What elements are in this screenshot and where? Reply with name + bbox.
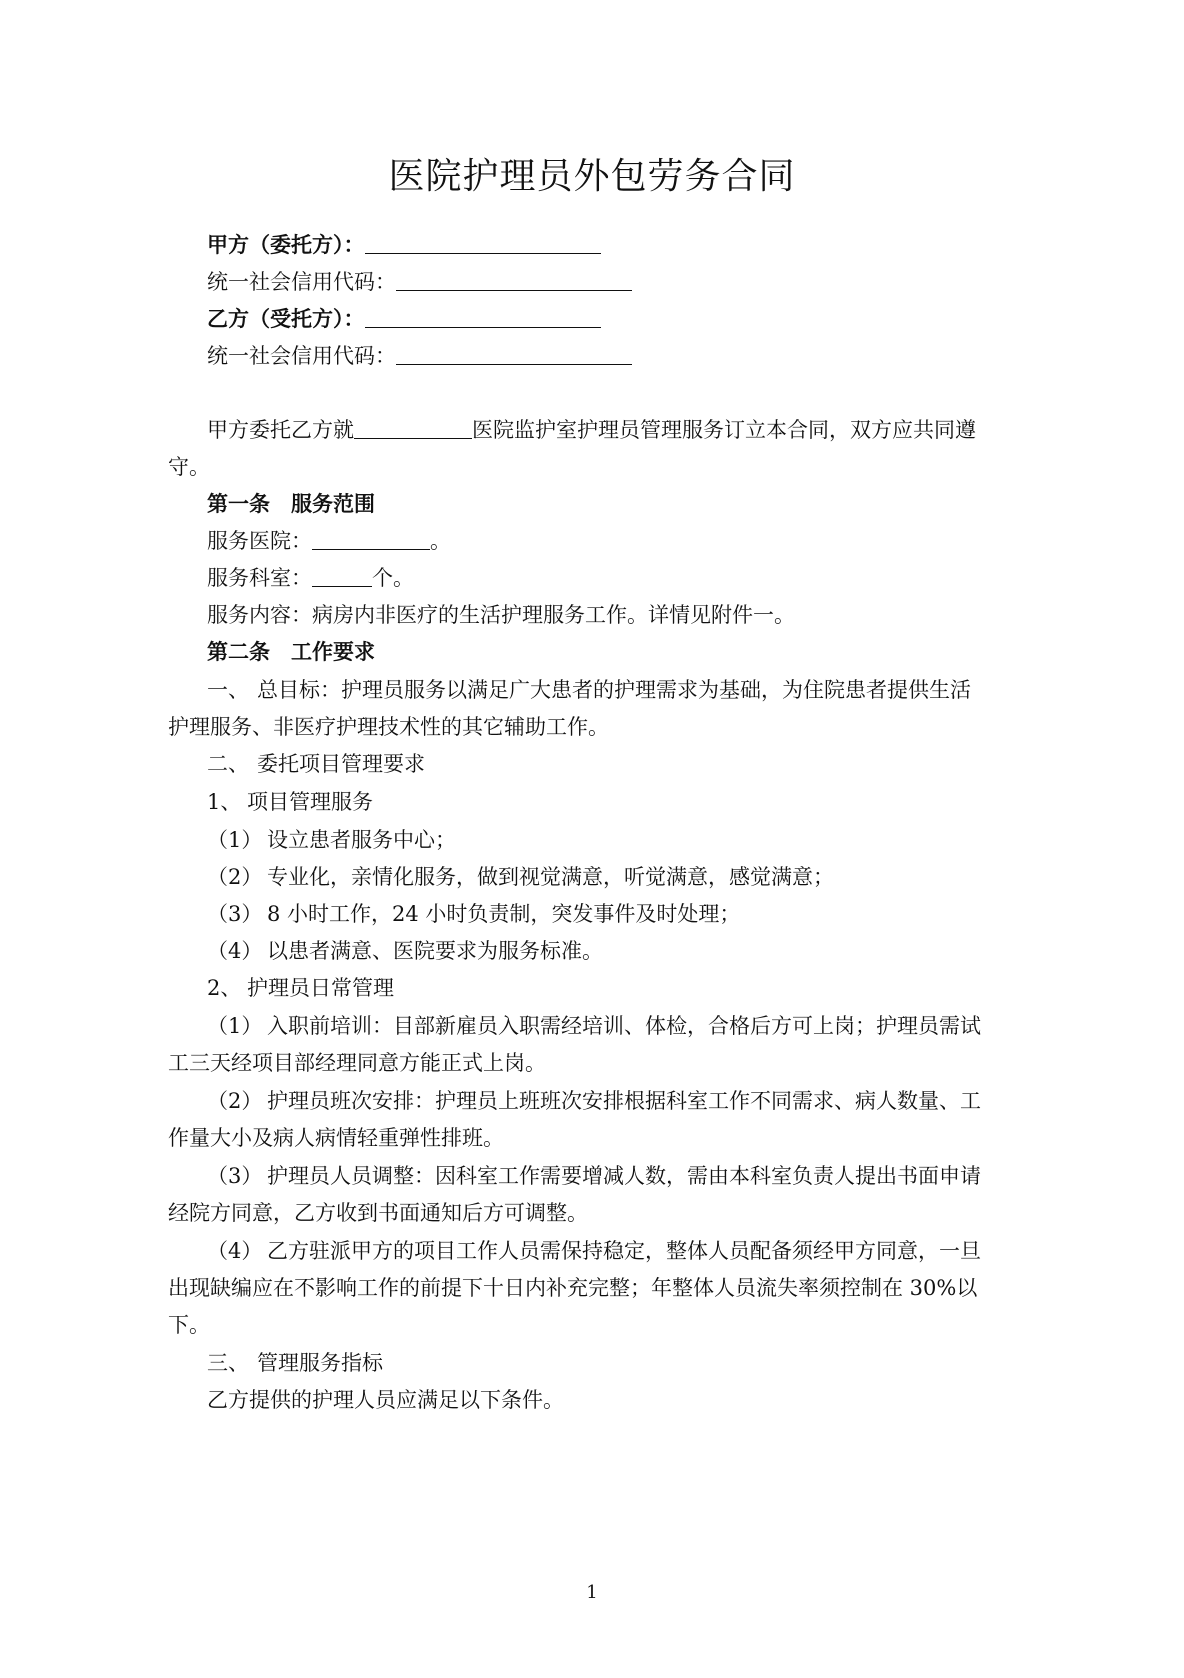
- item-continuation: 工三天经项目部经理同意方能正式上岗。: [168, 1051, 546, 1075]
- item-continuation: 经院方同意，乙方收到书面通知后方可调整。: [168, 1201, 588, 1225]
- point-1-number: 1、: [207, 790, 242, 814]
- party-b-blank[interactable]: [365, 305, 601, 328]
- section-3-text: 管理服务指标: [257, 1351, 383, 1375]
- item-text: 乙方驻派甲方的项目工作人员需保持稳定，整体人员配备须经甲方同意，一旦: [267, 1239, 981, 1263]
- party-a-credit-blank[interactable]: [396, 268, 632, 291]
- article-2-heading: 第二条 工作要求: [207, 639, 375, 664]
- list-item: [207, 1237, 981, 1265]
- party-b-line: [207, 305, 601, 333]
- service-dept-blank[interactable]: [312, 564, 372, 587]
- item-number: （4）: [207, 939, 263, 963]
- service-hospital-blank[interactable]: [312, 527, 430, 550]
- party-b-credit-label: 统一社会信用代码：: [207, 344, 396, 368]
- point-2-number: 2、: [207, 976, 242, 1000]
- party-a-credit-label: 统一社会信用代码：: [207, 270, 396, 294]
- party-a-line: [207, 231, 601, 259]
- party-b-label: 乙方（受托方）：: [207, 306, 365, 331]
- item-text: 专业化，亲情化服务，做到视觉满意，听觉满意，感觉满意；: [267, 865, 834, 889]
- item-number: （1）: [207, 1014, 263, 1038]
- item-text: 护理员班次安排：护理员上班班次安排根据科室工作不同需求、病人数量、工: [267, 1089, 981, 1113]
- point-2-line: [207, 974, 394, 1002]
- list-item: [207, 863, 834, 891]
- service-hospital-line: [207, 527, 451, 555]
- document-title: 医院护理员外包劳务合同: [388, 156, 796, 197]
- item-number: （1）: [207, 828, 263, 852]
- item-number: （2）: [207, 865, 263, 889]
- item-number: （4）: [207, 1239, 263, 1263]
- list-item: [207, 1162, 981, 1190]
- point-2-text: 护理员日常管理: [247, 976, 394, 1000]
- list-item: [207, 1087, 981, 1115]
- section-1-number: 一、: [207, 678, 249, 702]
- list-item: [207, 937, 603, 965]
- intro-text-end: 医院监护室护理员管理服务订立本合同，双方应共同遵: [472, 418, 976, 442]
- hospital-name-blank[interactable]: [354, 416, 472, 439]
- section-1-line: [207, 676, 971, 704]
- item-continuation: 作量大小及病人病情轻重弹性排班。: [168, 1126, 504, 1150]
- item-text: 入职前培训：目部新雇员入职需经培训、体检，合格后方可上岗；护理员需试: [267, 1014, 981, 1038]
- intro-continuation: 守。: [168, 455, 210, 479]
- list-item: [207, 900, 740, 928]
- service-hospital-label: 服务医院：: [207, 529, 312, 553]
- service-hospital-suffix: 。: [430, 529, 451, 553]
- item-text: 8 小时工作，24 小时负责制，突发事件及时处理；: [267, 902, 741, 926]
- party-a-credit-line: [207, 268, 632, 296]
- item-text: 护理员人员调整：因科室工作需要增减人数，需由本科室负责人提出书面申请: [267, 1164, 981, 1188]
- section-3-number: 三、: [207, 1351, 249, 1375]
- service-dept-line: [207, 564, 414, 592]
- page-number: 1: [586, 1582, 598, 1603]
- party-a-blank[interactable]: [365, 231, 601, 254]
- article-1-heading: 第一条 服务范围: [207, 491, 375, 516]
- party-b-credit-blank[interactable]: [396, 342, 632, 365]
- section-2-text: 委托项目管理要求: [257, 752, 425, 776]
- section-3-body: 乙方提供的护理人员应满足以下条件。: [207, 1388, 564, 1412]
- item-continuation: 出现缺编应在不影响工作的前提下十日内补充完整；年整体人员流失率须控制在 30%以: [168, 1276, 978, 1300]
- section-2-line: [207, 750, 425, 778]
- list-item: [207, 1012, 981, 1040]
- section-1-continuation: 护理服务、非医疗护理技术性的其它辅助工作。: [168, 715, 609, 739]
- list-item: [207, 826, 456, 854]
- intro-paragraph: [207, 416, 976, 444]
- item-number: （2）: [207, 1089, 263, 1113]
- service-dept-suffix: 个。: [372, 566, 414, 590]
- point-1-text: 项目管理服务: [247, 790, 373, 814]
- item-continuation: 下。: [168, 1313, 210, 1337]
- item-number: （3）: [207, 902, 263, 926]
- section-1-text: 总目标：护理员服务以满足广大患者的护理需求为基础，为住院患者提供生活: [257, 678, 971, 702]
- service-content-line: 服务内容：病房内非医疗的生活护理服务工作。详情见附件一。: [207, 603, 795, 627]
- section-2-number: 二、: [207, 752, 249, 776]
- item-number: （3）: [207, 1164, 263, 1188]
- point-1-line: [207, 788, 373, 816]
- section-3-line: [207, 1349, 383, 1377]
- party-b-credit-line: [207, 342, 632, 370]
- item-text: 以患者满意、医院要求为服务标准。: [267, 939, 603, 963]
- service-dept-label: 服务科室：: [207, 566, 312, 590]
- item-text: 设立患者服务中心；: [267, 828, 456, 852]
- intro-text-start: 甲方委托乙方就: [207, 418, 354, 442]
- party-a-label: 甲方（委托方）：: [207, 232, 365, 257]
